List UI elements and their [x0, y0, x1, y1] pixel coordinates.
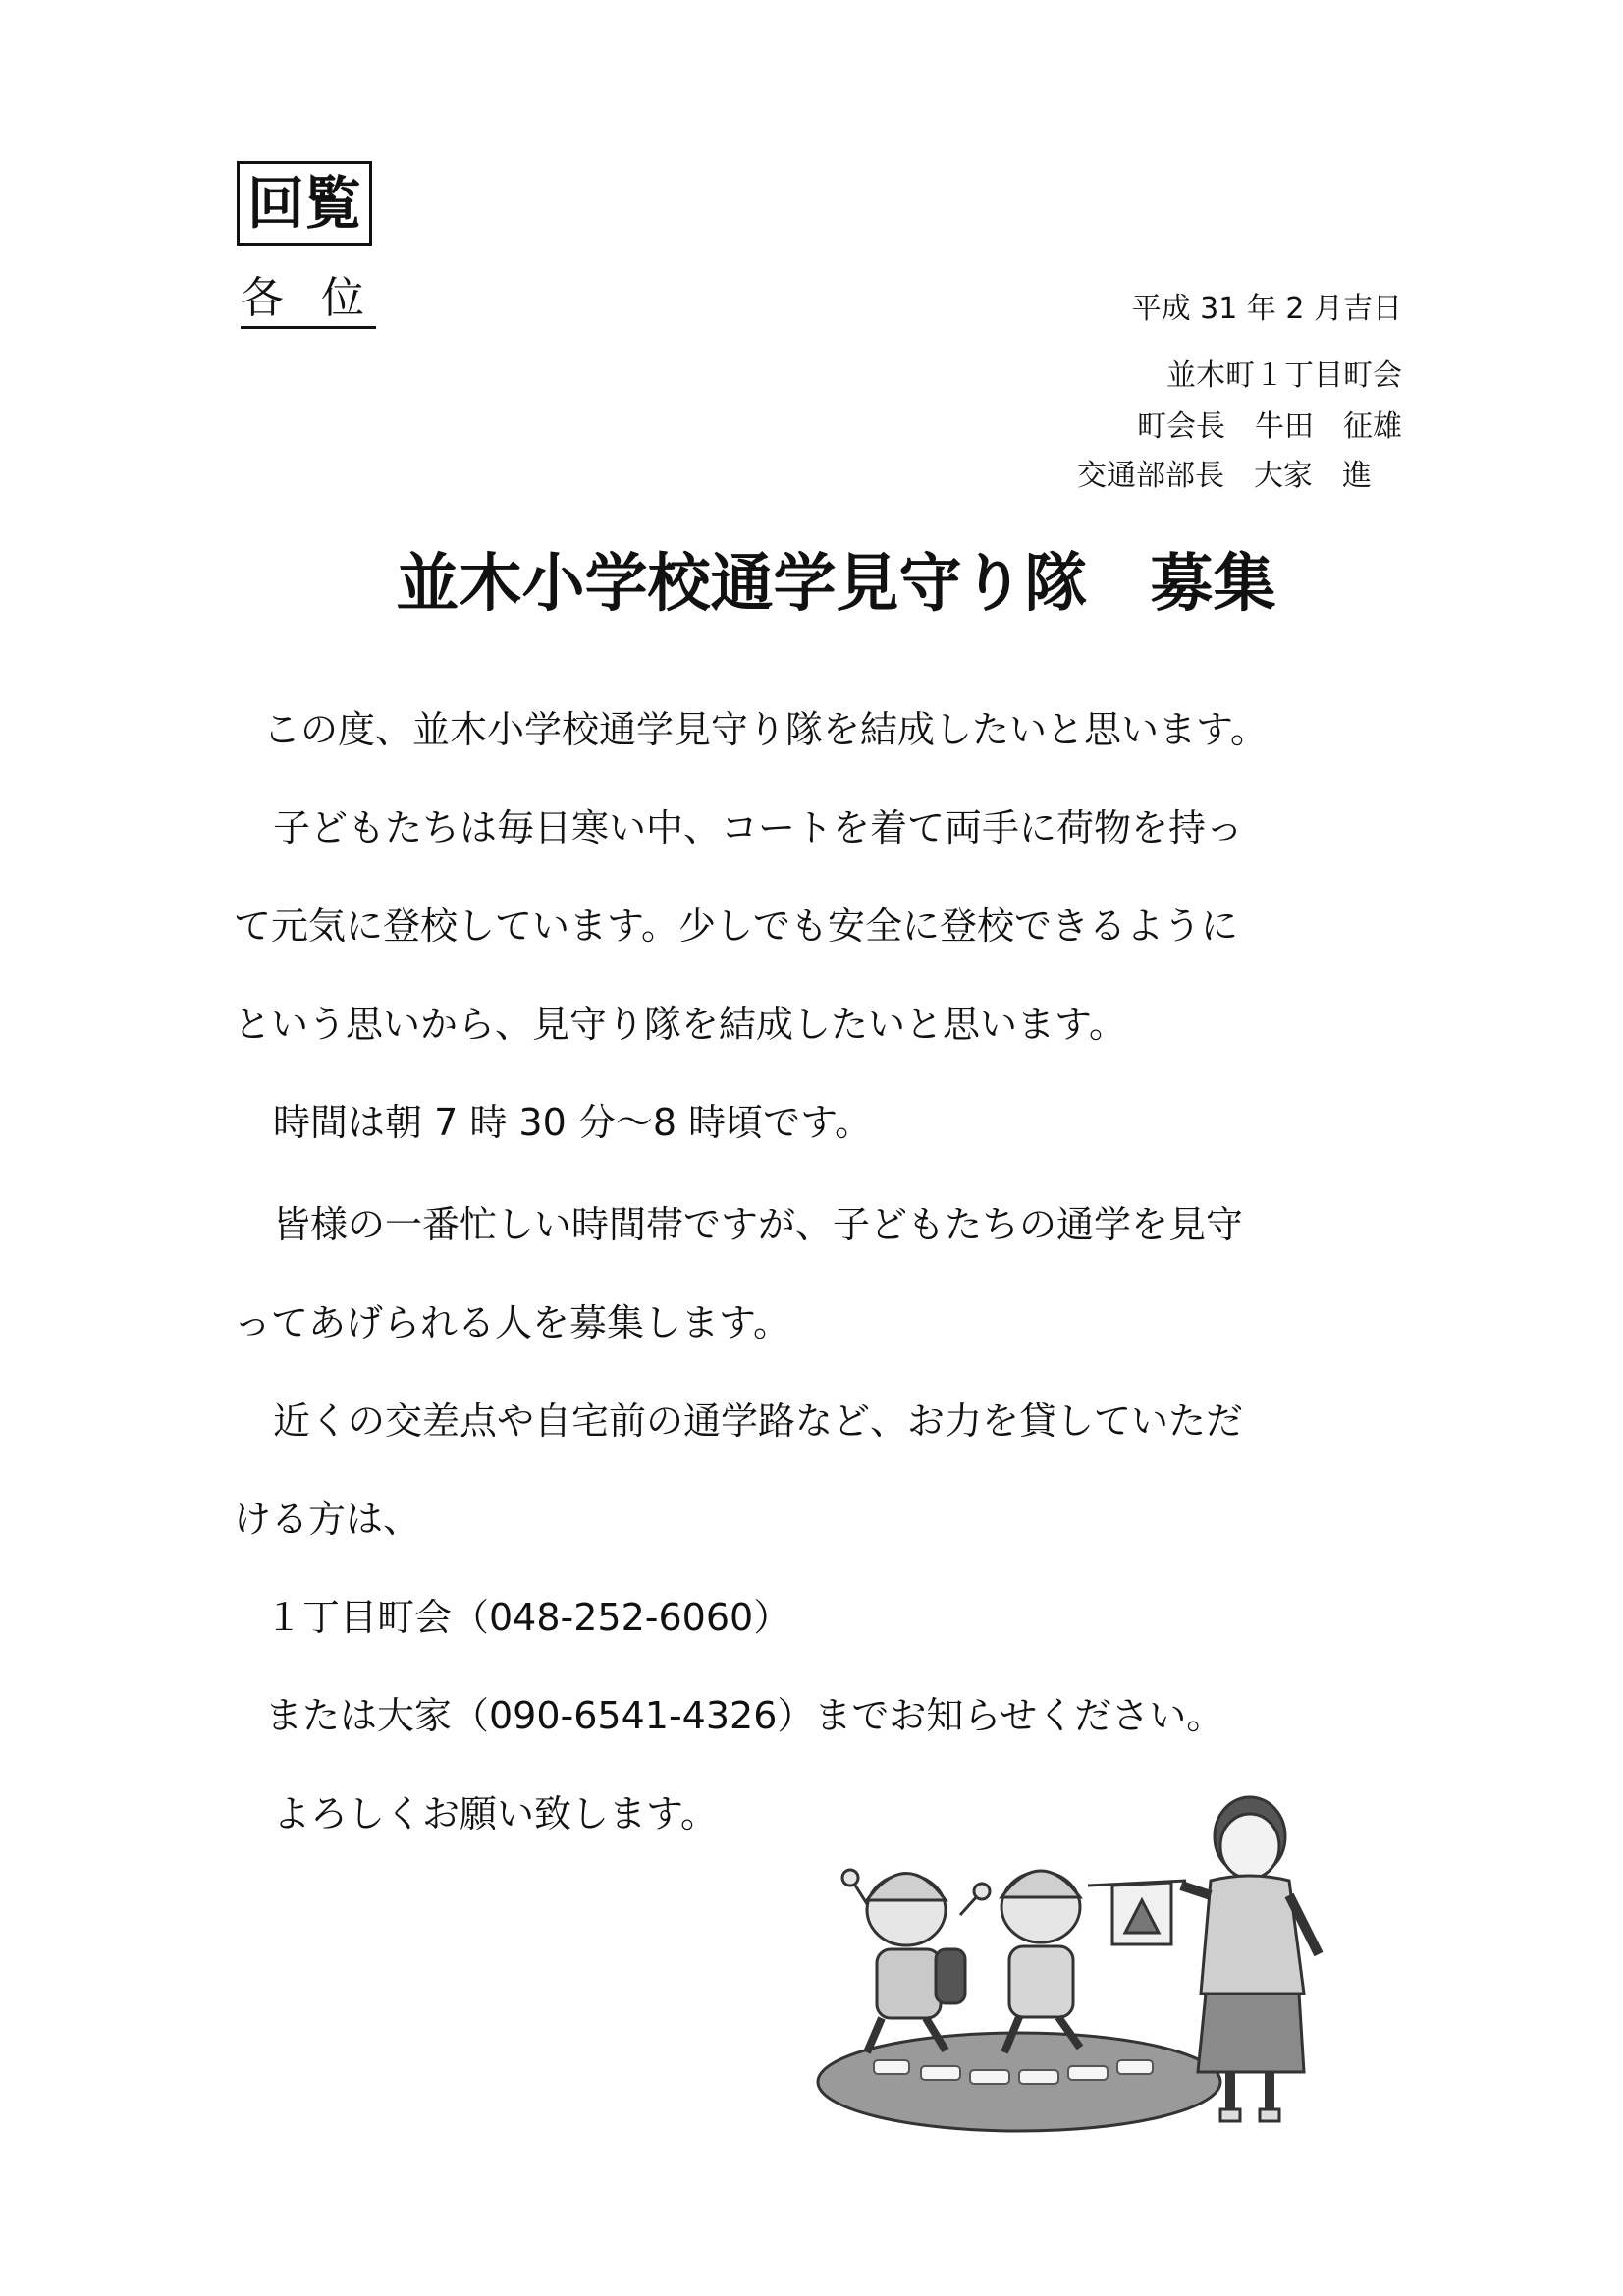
page-title: 並木小学校通学見守り隊 募集	[396, 548, 1276, 621]
issue-date: 平成 31 年 2 月吉日	[1131, 292, 1402, 326]
circulation-label: 回覧	[237, 161, 372, 246]
body-line: 皆様の一番忙しい時間帯ですが、子どもたちの通学を見守	[273, 1203, 1244, 1246]
organization-name: 並木町１丁目町会	[1166, 358, 1402, 393]
contact-town-association: １丁目町会（048-252-6060）	[265, 1596, 791, 1639]
body-line: ける方は、	[234, 1498, 421, 1541]
body-line: 子どもたちは毎日寒い中、コートを着て両手に荷物を持っ	[273, 806, 1244, 849]
crossing-guard-illustration	[813, 1787, 1343, 2141]
closing-line: よろしくお願い致します。	[273, 1792, 718, 1835]
body-line: て元気に登校しています。少しでも安全に登校できるように	[234, 904, 1238, 948]
addressee: 各 位	[241, 271, 376, 329]
body-line: この度、並木小学校通学見守り隊を結成したいと思います。	[263, 708, 1268, 751]
body-line: 近くの交差点や自宅前の通学路など、お力を貸していただ	[273, 1399, 1244, 1443]
contact-oie: または大家（090-6541-4326）までお知らせください。	[265, 1694, 1224, 1737]
body-line: 時間は朝 7 時 30 分～8 時頃です。	[273, 1101, 873, 1144]
department-head-name: 交通部部長 大家 進	[1077, 459, 1372, 493]
chairman-name: 町会長 牛田 征雄	[1137, 410, 1402, 444]
body-line: という思いから、見守り隊を結成したいと思います。	[234, 1003, 1126, 1046]
body-line: ってあげられる人を募集します。	[234, 1301, 790, 1344]
